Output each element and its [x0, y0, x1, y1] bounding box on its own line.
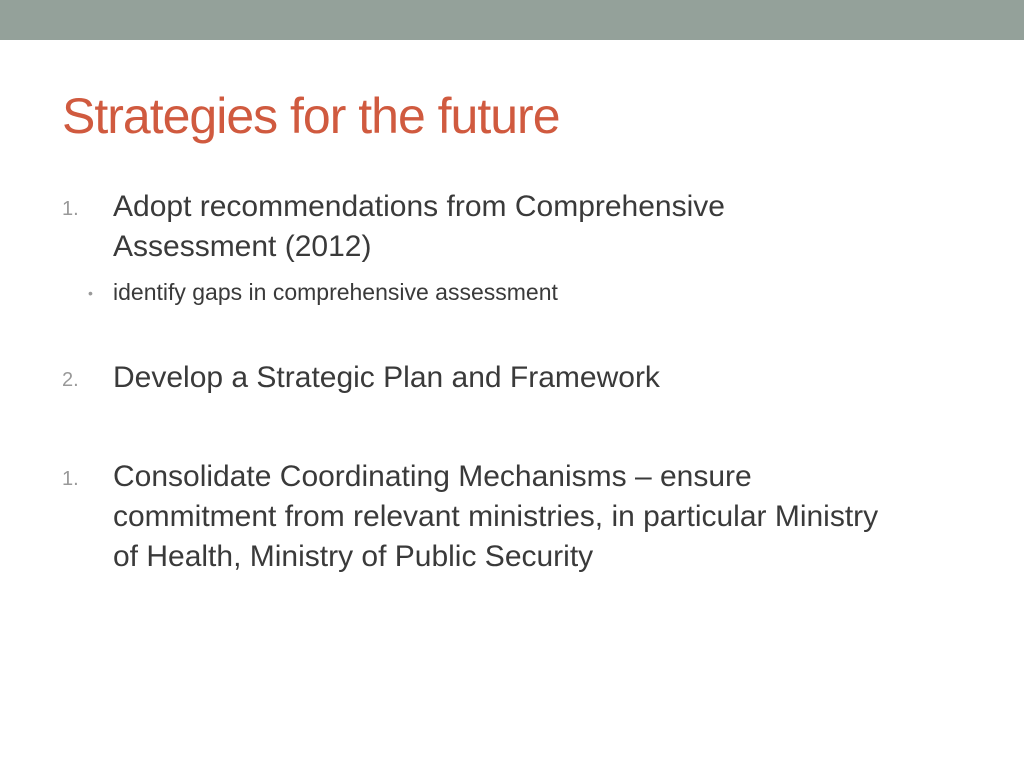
list-item-text: Adopt recommendations from Comprehensive Assessment (2012) [113, 190, 725, 263]
list-number: 1. [62, 468, 79, 490]
list-number: 2. [62, 369, 79, 391]
slide-title: Strategies for the future [62, 88, 560, 144]
sub-item-text: identify gaps in comprehensive assessment [113, 279, 558, 305]
list-item-text: Consolidate Coordinating Mechanisms – ensure commitment from relevant ministries, in particular Ministry of Health, Ministry of Public Security [113, 460, 879, 573]
top-color-band [0, 0, 1024, 40]
list-item-text: Develop a Strategic Plan and Framework [113, 361, 660, 394]
bullet-icon: • [88, 285, 93, 301]
list-number: 1. [62, 198, 79, 220]
